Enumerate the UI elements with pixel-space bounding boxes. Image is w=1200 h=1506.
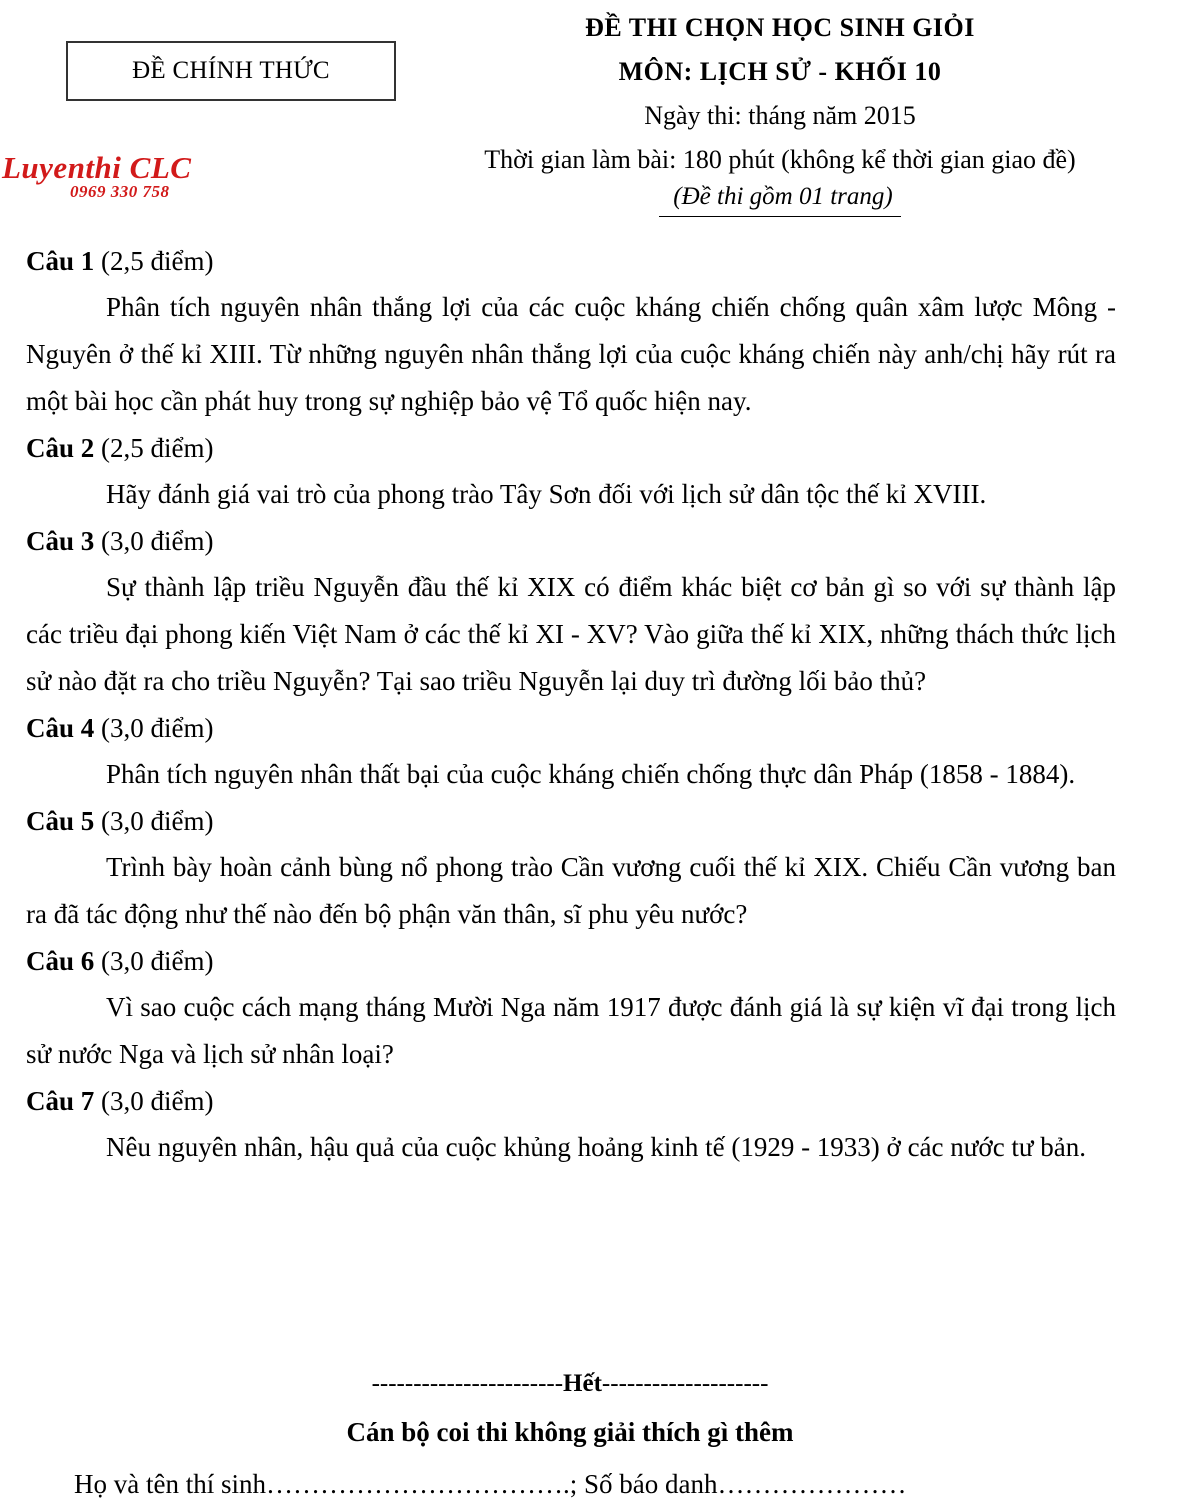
watermark-brand: Luyenthi CLC	[2, 150, 192, 185]
question-1	[26, 238, 1116, 425]
end-label: Hết	[563, 1370, 602, 1397]
official-label-text: ĐỀ CHÍNH THỨC	[132, 57, 330, 84]
question-6	[26, 938, 1116, 1078]
question-heading	[26, 1078, 1116, 1124]
question-heading	[26, 518, 1116, 564]
question-heading	[26, 705, 1116, 751]
question-7	[26, 1078, 1116, 1171]
question-5	[26, 798, 1116, 938]
question-points: (2,5 điểm)	[101, 246, 214, 276]
question-label: Câu 6	[26, 946, 95, 976]
end-marker	[0, 1362, 1140, 1406]
questions-list	[26, 238, 1116, 1171]
question-body: Phân tích nguyên nhân thất bại của cuộc kháng chiến chống thực dân Pháp (1858 - 1884).	[106, 759, 1076, 789]
candidate-info-line: Họ và tên thí sinh…………………………….; Số báo danh…………………	[74, 1469, 907, 1499]
question-4	[26, 705, 1116, 798]
question-heading	[26, 425, 1116, 471]
question-2	[26, 425, 1116, 518]
question-heading	[26, 798, 1116, 844]
proctor-note: Cán bộ coi thi không giải thích gì thêm	[346, 1417, 794, 1447]
question-heading	[26, 238, 1116, 284]
question-points: (3,0 điểm)	[101, 526, 214, 556]
question-body: Trình bày hoàn cảnh bùng nổ phong trào Cần vương cuối thế kỉ XIX. Chiếu Cần vương ban ra đã tác động như thế nào đến bộ phận văn thân, sĩ phu yêu nước?	[26, 852, 1116, 929]
question-points: (3,0 điểm)	[101, 806, 214, 836]
question-body: Phân tích nguyên nhân thắng lợi của các cuộc kháng chiến chống quân xâm lược Mông - Nguyên ở thế kỉ XIII. Từ những nguyên nhân thắng lợi của cuộc kháng chiến này anh/chị hãy rút ra một bài học cần phát huy trong sự nghiệp bảo vệ Tổ quốc hiện nay.	[26, 292, 1116, 416]
exam-duration: Thời gian làm bài: 180 phút (không kể thời gian giao đề)	[484, 145, 1076, 174]
official-exam-label	[66, 41, 396, 101]
question-points: (2,5 điểm)	[101, 433, 214, 463]
watermark-phone: 0969 330 758	[70, 182, 170, 201]
question-label: Câu 5	[26, 806, 95, 836]
question-points: (3,0 điểm)	[101, 946, 214, 976]
question-label: Câu 3	[26, 526, 95, 556]
question-body: Hãy đánh giá vai trò của phong trào Tây Sơn đối với lịch sử dân tộc thế kỉ XVIII.	[106, 479, 987, 509]
watermark-logo	[2, 152, 252, 200]
end-dashes-left: -----------------------	[371, 1370, 564, 1397]
question-label: Câu 1	[26, 246, 95, 276]
exam-subject: MÔN: LỊCH SỬ - KHỐI 10	[618, 57, 942, 86]
exam-header	[420, 6, 1140, 217]
exam-title: ĐỀ THI CHỌN HỌC SINH GIỎI	[585, 13, 975, 42]
question-body: Nêu nguyên nhân, hậu quả của cuộc khủng hoảng kinh tế (1929 - 1933) ở các nước tư bản.	[106, 1132, 1087, 1162]
question-heading	[26, 938, 1116, 984]
question-points: (3,0 điểm)	[101, 713, 214, 743]
question-body: Vì sao cuộc cách mạng tháng Mười Nga năm 1917 được đánh giá là sự kiện vĩ đại trong lịch sử nước Nga và lịch sử nhân loại?	[26, 992, 1116, 1069]
question-points: (3,0 điểm)	[101, 1086, 214, 1116]
question-label: Câu 7	[26, 1086, 95, 1116]
exam-pages-note: (Đề thi gồm 01 trang)	[659, 182, 900, 217]
question-label: Câu 4	[26, 713, 95, 743]
question-body: Sự thành lập triều Nguyễn đầu thế kỉ XIX có điểm khác biệt cơ bản gì so với sự thành lập các triều đại phong kiến Việt Nam ở các thế kỉ XI - XV? Vào giữa thế kỉ XIX, những thách thức lịch sử nào đặt ra cho triều Nguyễn? Tại sao triều Nguyễn lại duy trì đường lối bảo thủ?	[26, 572, 1116, 696]
question-3	[26, 518, 1116, 705]
exam-date: Ngày thi: tháng năm 2015	[644, 101, 916, 130]
end-dashes-right: --------------------	[601, 1370, 769, 1397]
question-label: Câu 2	[26, 433, 95, 463]
